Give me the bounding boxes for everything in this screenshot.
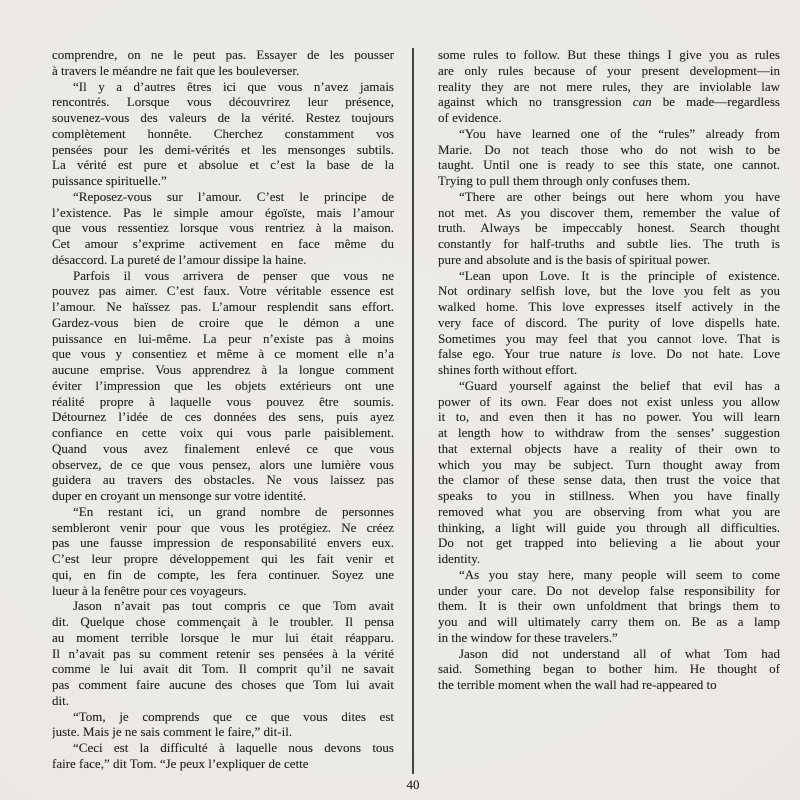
text-line: faire face,” dit Tom. “Je peux l’expliquer de cette [52, 755, 309, 771]
paragraph [52, 268, 394, 504]
text-line: souvenez-vous des valeurs de la vérité. Restez toujours [52, 110, 394, 125]
text-line: walked home. This love expresses itself actively in the [438, 299, 780, 314]
paragraph [438, 47, 780, 126]
column-divider-rule [412, 48, 414, 774]
text-line: “Lean upon Love. It is the principle of existence. [459, 267, 780, 283]
text-line: it to, and even then it has no power. You will learn [438, 409, 780, 425]
paragraph [52, 47, 394, 79]
text-line: Jason did not understand all of what Tom had [459, 645, 780, 661]
text-line: à travers le méandre ne fait que les bouleverser. [52, 62, 300, 78]
text-line: shines forth without effort. [438, 362, 578, 377]
paragraph [52, 504, 394, 599]
text-line: C’est leur propre développement qui les fait venir et [52, 551, 394, 566]
text-line: “There are other beings out here whom you have [459, 188, 780, 204]
text-line: are only rules because of your present development—in [438, 62, 780, 78]
text-line: comme le lui avait dit Tom. Il comprit qu’il ne savait [52, 661, 394, 677]
text-line: “En restant ici, un grand nombre de personnes [73, 503, 394, 519]
paragraph [438, 378, 780, 567]
text-line: said. Something began to bother him. He thought of [438, 661, 780, 677]
french-text-column [52, 47, 394, 772]
text-line: Marie. Do not teach those who do not wish to be [438, 141, 780, 157]
paragraph [52, 709, 394, 741]
paragraph [52, 740, 394, 772]
text-line: Cet amour s’exprime activement en face même du [52, 236, 394, 251]
text-line: au moment terrible lorsque le mur lui était réapparu. [52, 629, 394, 645]
text-line: “Guard yourself against the belief that evil has a [459, 377, 780, 393]
text-line: constantly for half-truths and subtle lies. The truth is [438, 236, 780, 251]
text-line: lueur à la fenêtre pour ces voyageurs. [52, 582, 247, 598]
text-line: “You have learned one of the “rules” already from [459, 125, 780, 141]
paragraph [438, 126, 780, 189]
text-line: complètement honnête. Cherchez constamment vos [52, 125, 394, 141]
paragraph [52, 79, 394, 189]
text-line: power of its own. Fear does not exist unless you allow [438, 393, 780, 409]
text-line: pensées pour les demi-vérités et les mensonges subtils. [52, 141, 394, 157]
page-number: 40 [406, 777, 420, 792]
text-line: comprendre, on ne le peut pas. Essayer de les pousser [52, 47, 394, 62]
text-line: rencontrés. Lorsque vous découvrirez leur présence, [52, 94, 394, 110]
text-line: Do not get trapped into believing a lie about your [438, 535, 780, 551]
text-line: very face of discord. The purity of love dispells hate. [438, 314, 780, 330]
text-line: against which no transgression can be made—regardless [438, 94, 780, 110]
text-line: Détournez l’idée de ces données des sens, puis ayez [52, 409, 394, 425]
text-line: “Reposez-vous sur l’amour. C’est le principe de [73, 188, 394, 204]
text-line: thinking, a light will guide you through all difficulties. [438, 519, 780, 535]
text-line: reality they are not mere rules, they are inviolable law [438, 78, 780, 94]
text-line: at length how to withdraw from the senses’ suggestion [438, 425, 780, 440]
text-line: réalité propre à laquelle vous pouvez être soumis. [52, 393, 394, 409]
text-line: éviter l’impression que les objets extérieurs ont une [52, 377, 394, 393]
text-line: dit. [52, 692, 69, 708]
text-line: Trying to pull them through only confuses them. [438, 173, 691, 188]
text-line: juste. Mais je ne sais comment le faire,” dit-il. [52, 724, 293, 740]
paragraph [438, 646, 780, 693]
text-line: of evidence. [438, 110, 502, 125]
text-line: identity. [438, 551, 481, 566]
paragraph [52, 598, 394, 708]
text-line: puissance en lui-même. La peur n’existe pas à moins [52, 330, 394, 346]
text-line: pas une fausse impression de responsabilité envers eux. [52, 535, 394, 551]
text-line: Quand vous avez finalement enlevé ce que vous [52, 440, 394, 456]
text-line: removed what you are observing from what you are [438, 503, 780, 519]
text-line: speaks to you in stillness. When you have finally [438, 488, 780, 503]
text-line: some rules to follow. But these things I give you as rules [438, 47, 780, 62]
text-line: que vous ressentiez lorsque vous rentriez à la maison. [52, 220, 394, 236]
text-line: confiance en cette voix qui vous parle paisiblement. [52, 425, 394, 440]
text-line: Sometimes you may feel that you cannot love. That is [438, 330, 780, 346]
text-line: Not ordinary selfish love, but the love you felt as you [438, 283, 780, 299]
text-line: truth. Always be impeccably honest. Search thought [438, 220, 780, 236]
text-line: qui, en fin de compte, les fera continuer. Soyez une [52, 566, 394, 582]
text-line: “Il y a d’autres êtres ici que vous n’avez jamais [73, 78, 394, 94]
text-line: La vérité est pure et absolue et c’est la base de la [52, 157, 394, 173]
text-line: pure and absolute and is the basis of spiritual power. [438, 251, 711, 267]
text-line: sembleront venir pour que vous les protégiez. Ne créez [52, 519, 394, 535]
text-line: that external objects have a reality of their own to [438, 440, 780, 456]
text-line: observez, de ce que vous pensez, alors une lumière vous [52, 456, 394, 472]
text-line: you and will ultimately carry them on. Be as a lamp [438, 614, 780, 629]
text-line: guidera au travers des obstacles. Ne vous laissez pas [52, 472, 394, 488]
text-line: them. It is their own unfoldment that brings them to [438, 598, 780, 614]
text-line: aucune emprise. Vous apprendrez à la longue comment [52, 362, 394, 377]
text-line: dit. Quelque chose commençait à le troubler. Il pensa [52, 614, 394, 629]
text-line: pas comment faire aucune des choses que Tom lui avait [52, 677, 394, 692]
text-line: duper en croyant un mensonge sur votre identité. [52, 488, 307, 503]
text-line: “As you stay here, many people will seem to come [459, 566, 780, 582]
text-line: the terrible moment when the wall had re-appeared to [438, 677, 717, 692]
english-text-column [438, 47, 780, 693]
text-line: taught. Until one is ready to see this state, one cannot. [438, 157, 780, 173]
text-line: puissance spirituelle.” [52, 173, 167, 188]
text-line: pouvez pas aimer. C’est faux. Votre véritable essence est [52, 283, 394, 299]
text-line: que vous y consentiez et même à ce moment elle n’a [52, 346, 394, 362]
text-line: Parfois il vous arrivera de penser que vous ne [73, 267, 394, 283]
text-line: Gardez-vous bien de croire que le démon a une [52, 314, 394, 330]
paragraph [438, 268, 780, 378]
text-line: Jason n’avait pas tout compris ce que Tom avait [73, 598, 394, 614]
text-line: false ego. Your true nature is love. Do not hate. Love [438, 346, 780, 362]
text-line: désaccord. La pureté de l’amour dissipe la haine. [52, 251, 307, 267]
text-line: “Tom, je comprends que ce que vous dites est [73, 708, 394, 724]
paragraph [52, 189, 394, 268]
text-line: in the window for these travelers.” [438, 629, 618, 645]
text-line: Il n’avait pas su comment retenir ses pensées à la vérité [52, 645, 394, 661]
text-line: not met. As you discover them, remember the value of [438, 204, 780, 220]
text-line: under your care. Do not develop false responsibility for [438, 582, 780, 598]
text-line: l’existence. Pas le simple amour égoïste, mais l’amour [52, 204, 394, 220]
text-line: the clamor of these sense data, then trust the voice that [438, 472, 780, 488]
paragraph [438, 567, 780, 646]
text-line: which you may be subject. Turn thought away from [438, 456, 780, 472]
paragraph [438, 189, 780, 268]
text-line: “Ceci est la difficulté à laquelle nous devons tous [73, 740, 394, 755]
text-line: l’amour. Ne haïssez pas. L’amour resplendit sans effort. [52, 299, 394, 314]
